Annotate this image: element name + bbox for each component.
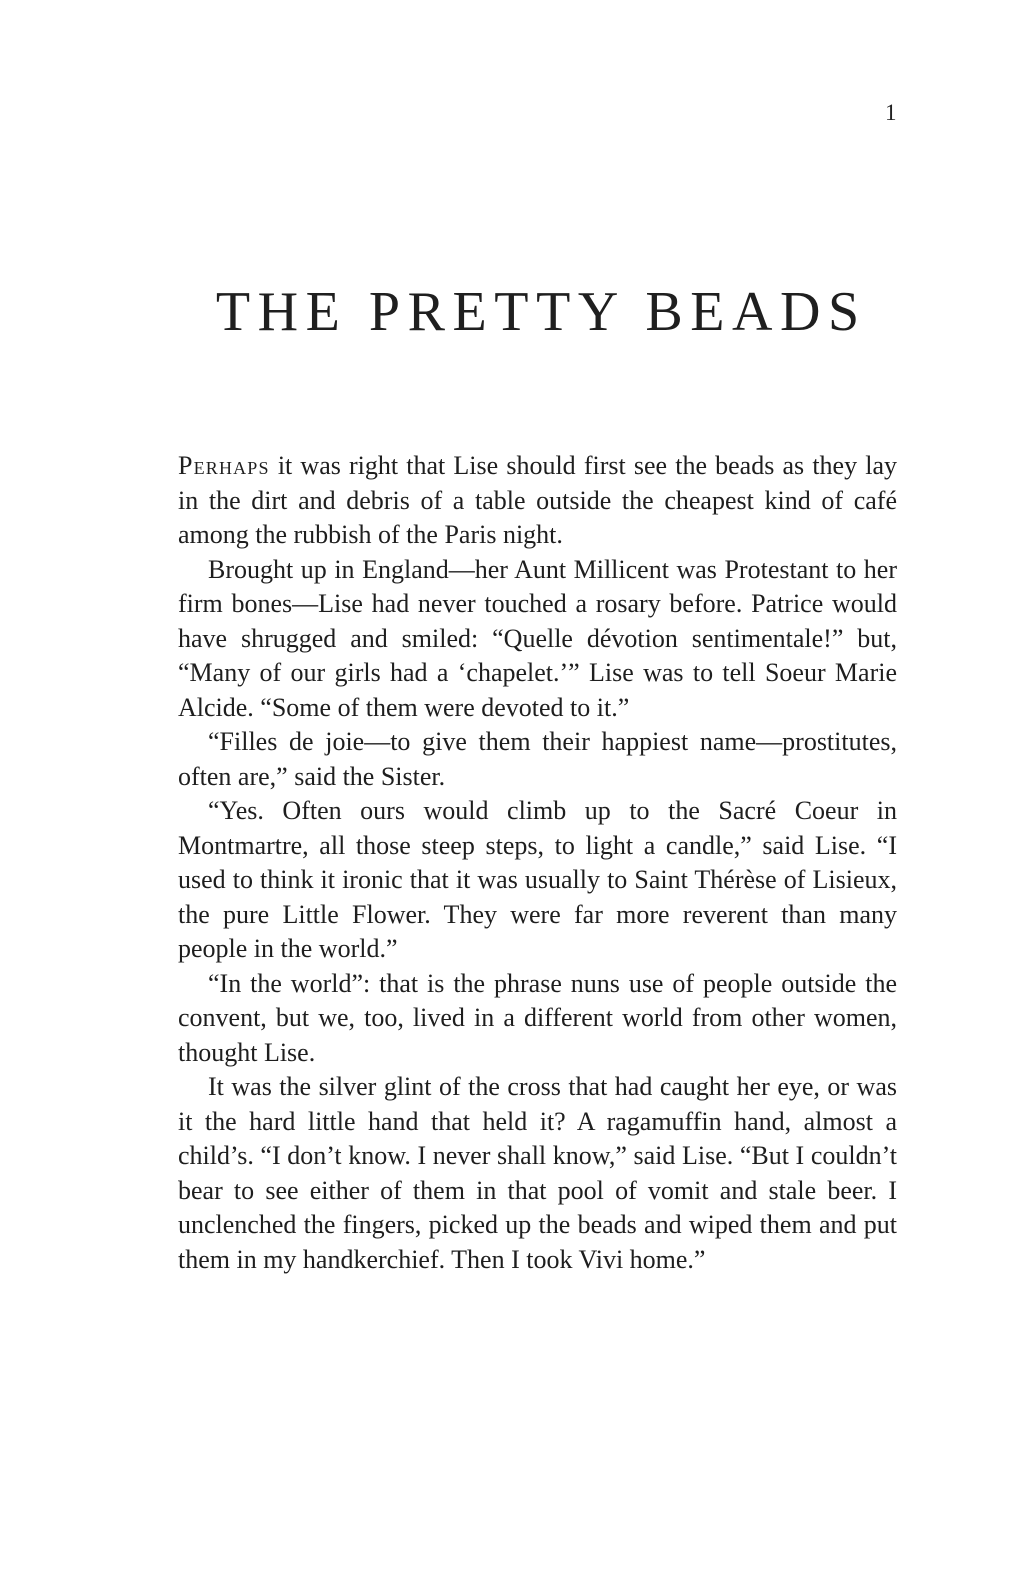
body-text bbox=[178, 449, 897, 1277]
paragraph: “Filles de joie—to give them their happiest name—prostitutes, often are,” said the Sister. bbox=[178, 727, 897, 791]
paragraph: “Yes. Often ours would climb up to the Sacré Coeur in Montmartre, all those steep steps, to light a candle,” said Lise. “I used to think it ironic that it was usually to Saint Thérèse of Lisieux, the pure Little Flower. They were far more reverent than many people in the world.” bbox=[178, 796, 897, 963]
paragraph: It was the silver glint of the cross that had caught her eye, or was it the hard little hand that held it? A ragamuffin hand, almost a child’s. “I don’t know. I never shall know,” said Lise. “But I couldn’t bear to see either of them in that pool of vomit and stale beer. I unclenched the fingers, picked up the beads and wiped them and put them in my handkerchief. Then I took Vivi home.” bbox=[178, 1072, 897, 1274]
lead-word-small-caps: Perhaps bbox=[178, 451, 270, 480]
paragraph: “In the world”: that is the phrase nuns use of people outside the convent, but we, too, lived in a different world from other women, thought Lise. bbox=[178, 968, 897, 1067]
paragraph-text: it was right that Lise should first see the beads as they lay in the dirt and debris of a table outside the cheapest kind of café among the rubbish of the Paris night. bbox=[178, 451, 897, 549]
paragraph-opening bbox=[178, 449, 897, 553]
page-number: 1 bbox=[885, 100, 897, 125]
chapter-title: THE PRETTY BEADS bbox=[215, 281, 867, 343]
paragraph: Brought up in England—her Aunt Millicent was Protestant to her firm bones—Lise had never touched a rosary before. Patrice would have shrugged and smiled: “Quelle dévotion sentimentale!” but, “Many of our girls had a ‘chapelet.’” Lise was to tell Soeur Marie Alcide. “Some of them were devoted to it.” bbox=[178, 554, 897, 722]
